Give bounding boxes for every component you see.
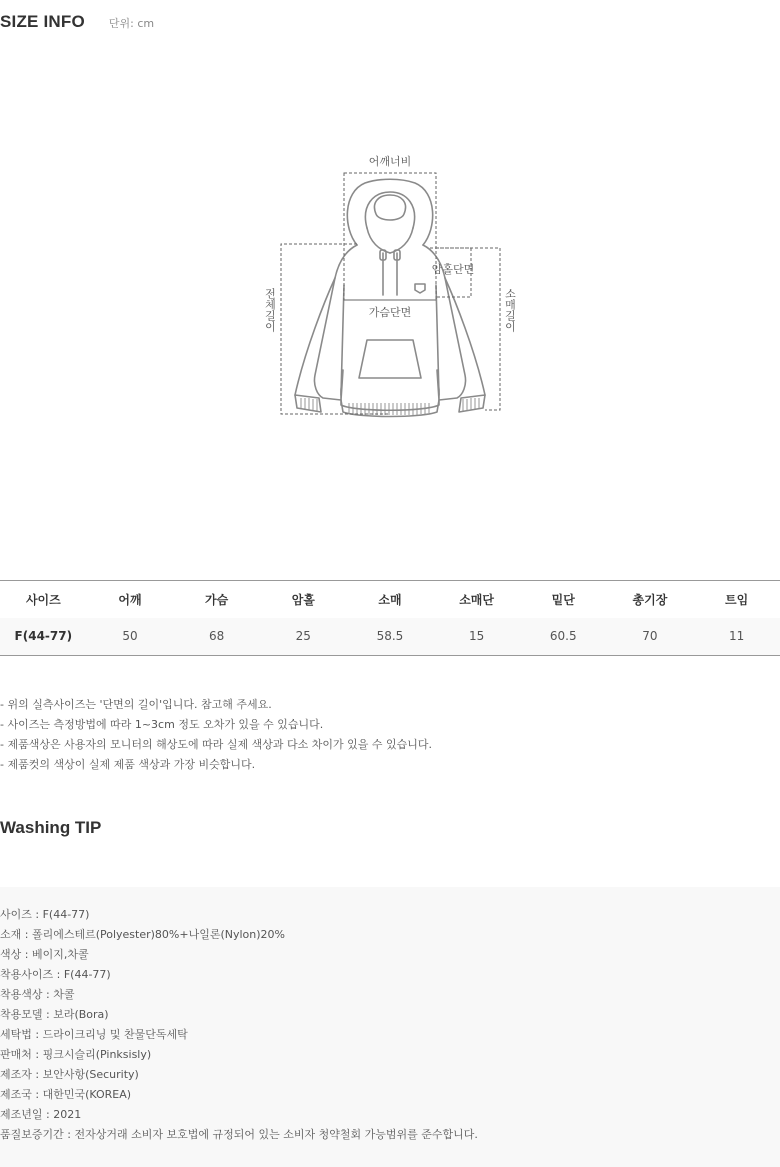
header-size: 사이즈 <box>0 581 87 618</box>
note-item: - 제품컷의 색상이 실제 제품 색상과 가장 비슷합니다. <box>0 758 256 771</box>
info-seller: 판매처 : 핑크시슬리(Pinksisly) <box>0 1048 152 1061</box>
size-notes <box>0 695 780 775</box>
info-worn-size: 착용사이즈 : F(44-77) <box>0 968 111 981</box>
rib-lines <box>301 398 479 415</box>
kangaroo-pocket <box>359 340 421 378</box>
size-info-title: SIZE INFO <box>0 12 85 31</box>
info-size: 사이즈 : F(44-77) <box>0 908 90 921</box>
info-color: 색상 : 베이지,차콜 <box>0 948 89 961</box>
info-warranty: 품질보증기간 : 전자상거래 소비자 보호법에 규정되어 있는 소비자 청약철회 가능범위를 준수합니다. <box>0 1128 478 1141</box>
header-total-length: 총기장 <box>607 581 694 618</box>
info-material: 소재 : 폴리에스테르(Polyester)80%+나일론(Nylon)20% <box>0 928 286 941</box>
washing-tip-title: Washing TIP <box>0 818 102 837</box>
header-slit: 트임 <box>693 581 780 618</box>
cell-sleeve-opening: 15 <box>433 618 520 656</box>
label-armhole: 암홀단면 <box>431 263 475 276</box>
header-armhole: 암홀 <box>260 581 347 618</box>
label-sleeve-length: 소매길이 <box>503 288 517 332</box>
unit-label: 단위: cm <box>108 17 155 30</box>
note-item: - 사이즈는 측정방법에 따라 1~3cm 정도 오차가 있을 수 있습니다. <box>0 718 324 731</box>
hood-outline <box>347 179 432 245</box>
cell-hem: 60.5 <box>520 618 607 656</box>
cell-chest: 68 <box>173 618 260 656</box>
chest-patch <box>415 284 425 293</box>
hoodie-size-diagram <box>255 150 525 425</box>
hoodie-diagram-svg <box>255 150 525 425</box>
info-washing: 세탁법 : 드라이크리닝 및 찬물단독세탁 <box>0 1028 188 1041</box>
label-shoulder: 어깨너비 <box>368 155 412 168</box>
label-chest: 가슴단면 <box>368 306 412 319</box>
table-row <box>0 618 780 656</box>
neck-right <box>390 228 413 253</box>
info-model: 착용모델 : 보라(Bora) <box>0 1008 109 1021</box>
cell-size: F(44-77) <box>0 618 87 656</box>
cell-armhole: 25 <box>260 618 347 656</box>
note-item: - 위의 실측사이즈는 '단면의 길이'입니다. 참고해 주세요. <box>0 698 272 711</box>
face-opening <box>374 195 405 220</box>
info-worn-color: 착용색상 : 차콜 <box>0 988 75 1001</box>
info-year: 제조년일 : 2021 <box>0 1108 82 1121</box>
info-manufacturer: 제조자 : 보안사항(Security) <box>0 1068 139 1081</box>
header-shoulder: 어깨 <box>87 581 174 618</box>
neck-left <box>367 228 390 253</box>
hood-inner <box>365 192 414 228</box>
info-country: 제조국 : 대한민국(KOREA) <box>0 1088 132 1101</box>
size-info-header <box>0 12 154 36</box>
label-total-length: 전체길이 <box>263 288 277 332</box>
total-length-line <box>281 244 390 414</box>
header-sleeve-opening: 소매단 <box>433 581 520 618</box>
header-chest: 가슴 <box>173 581 260 618</box>
header-sleeve: 소매 <box>347 581 434 618</box>
header-hem: 밑단 <box>520 581 607 618</box>
cell-slit: 11 <box>693 618 780 656</box>
cell-sleeve: 58.5 <box>347 618 434 656</box>
product-info-box <box>0 887 780 1167</box>
note-item: - 제품색상은 사용자의 모니터의 해상도에 따라 실제 색상과 다소 차이가 있을 수 있습니다. <box>0 738 432 751</box>
cell-total-length: 70 <box>607 618 694 656</box>
size-table <box>0 580 780 656</box>
cell-shoulder: 50 <box>87 618 174 656</box>
size-table-header-row <box>0 581 780 618</box>
